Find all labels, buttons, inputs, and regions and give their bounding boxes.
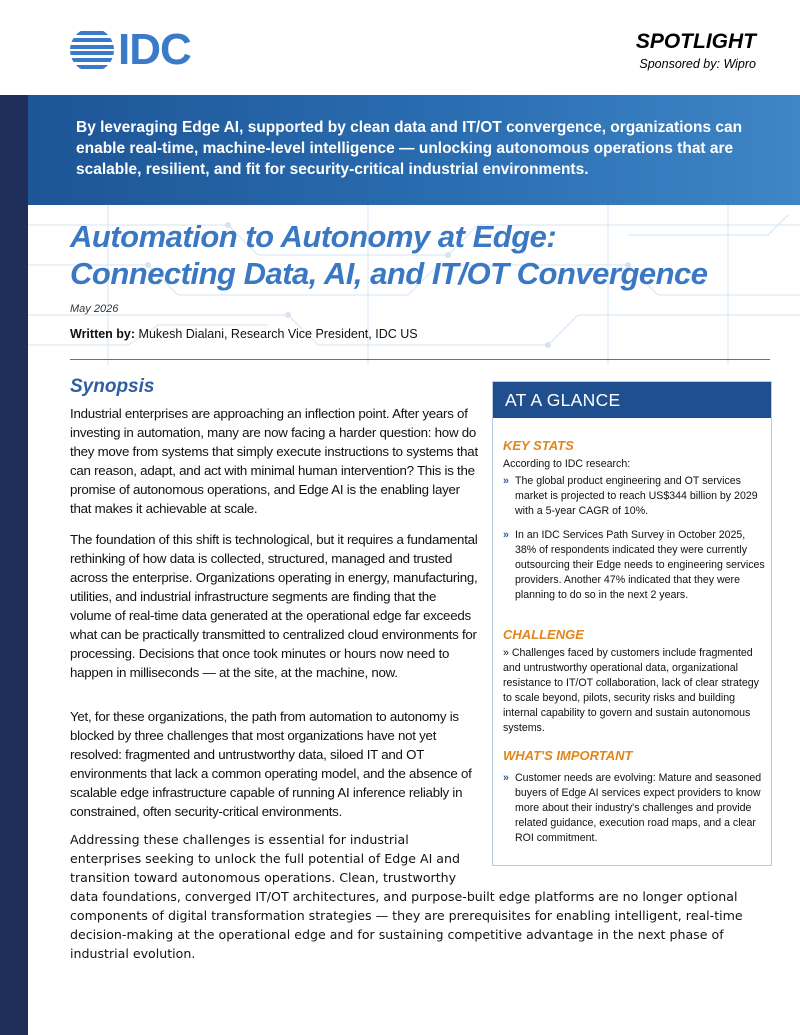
page-title [70,218,770,292]
whats-important-heading: WHAT'S IMPORTANT [503,748,633,763]
bullet-chevron-icon: » [503,772,509,784]
challenge-text: » Challenges faced by customers include fragmented and untrustworthy operational data, organizational resistance to IT/OT collaboration, lack of clear strategy to scale beyond, pilots, security risks and building internal capability to govern and sustain autonomous systems. [503,647,759,734]
spotlight-label: SPOTLIGHT [635,30,756,53]
divider-line [70,359,770,360]
spotlight-block [636,30,756,71]
synopsis-paragraph-2: The foundation of this shift is technological, but it requires a fundamental rethinking of how data is collected, structured, managed and trusted across the enterprise. Organizations operating in energy, manufacturing, utilities, and industrial infrastructure segments are finding that the volume of real-time data generated at the operational edge far exceeds what can be practically transmitted to centralized cloud environments for processing. Decisions that once took minutes or hours now need to happen in milliseconds — at the site, at the machine, now. [70,532,478,680]
globe-stripes-icon [70,28,114,72]
at-a-glance-box [492,381,772,866]
synopsis-heading: Synopsis [70,376,155,397]
author-name: Mukesh Dialani, Research Vice President, IDC US [138,327,418,341]
idc-logo [70,26,215,74]
title-line-1: Automation to Autonomy at Edge: [70,219,557,254]
whats-important-item [503,771,765,846]
synopsis-paragraph-4-wide: data foundations, converged IT/OT architectures, and purpose-built edge platforms are no longer optional components of digital transformation strategies — they are prerequisites for enabling intelligent, real-time decision-making at the operational edge and for sustaining competitive advantage in the next phase of industrial evolution. [70,889,743,961]
synopsis-paragraph-3: Yet, for these organizations, the path from automation to autonomy is blocked by three challenges that most organizations have not yet resolved: fragmented and untrustworthy data, siloed IT and OT environments that lack a common operating model, and the absence of scalable edge infrastructure capable of running AI inference reliably in constrained, often security-critical environments. [70,709,472,819]
logo-text: IDC [118,25,191,74]
key-stat-1-text: The global product engineering and OT services market is projected to reach US$344 billion by 2029 with a 5-year CAGR of 10%. [515,475,758,517]
author-line [70,327,418,341]
title-line-2: Connecting Data, AI, and IT/OT Convergence [70,256,708,291]
whats-important-text: Customer needs are evolving: Mature and seasoned buyers of Edge AI services expect providers to know more about their industry's challenges and provide related guidance, execution road maps, and a clear ROI commitment. [515,772,762,844]
synopsis-paragraph-1: Industrial enterprises are approaching an inflection point. After years of investing in automation, many are now facing a harder question: how do they move from systems that simply execute instructions to systems that can reason, adapt, and act with minimal human intervention? This is the promise of autonomous operations, and Edge AI is the enabling layer that makes it achievable at scale. [70,406,478,516]
key-stat-1 [503,474,765,519]
banner-text: By leveraging Edge AI, supported by clean data and IT/OT convergence, organizations can enable real-time, machine-level intelligence — unlocking autonomous operations that are scalable, resilient, and fit for security-critical industrial environments. [76,119,743,178]
key-stats-heading: KEY STATS [503,438,574,453]
summary-banner [28,95,800,205]
synopsis-paragraph-4-narrow: Addressing these challenges is essential for industrial enterprises seeking to unlock the full potential of Edge AI and transition toward autonomous operations. Clean, trustworthy [70,832,460,885]
left-accent-bar [0,95,28,1035]
key-stat-2 [503,528,765,603]
at-a-glance-heading: AT A GLANCE [493,382,771,418]
bullet-chevron-icon: » [503,529,509,541]
publish-date: May 2026 [70,303,119,315]
key-stats-intro: According to IDC research: [503,458,631,470]
sponsor-label: Sponsored by: Wipro [639,57,756,71]
author-label: Written by: [70,327,136,341]
key-stat-2-text: In an IDC Services Path Survey in October 2025, 38% of respondents indicated they were currently outsourcing their Edge needs to engineering services providers. Another 47% indicated that they were planning to do so in the next 2 years. [515,529,765,601]
challenge-heading: CHALLENGE [503,627,584,642]
bullet-chevron-icon: » [503,475,509,487]
